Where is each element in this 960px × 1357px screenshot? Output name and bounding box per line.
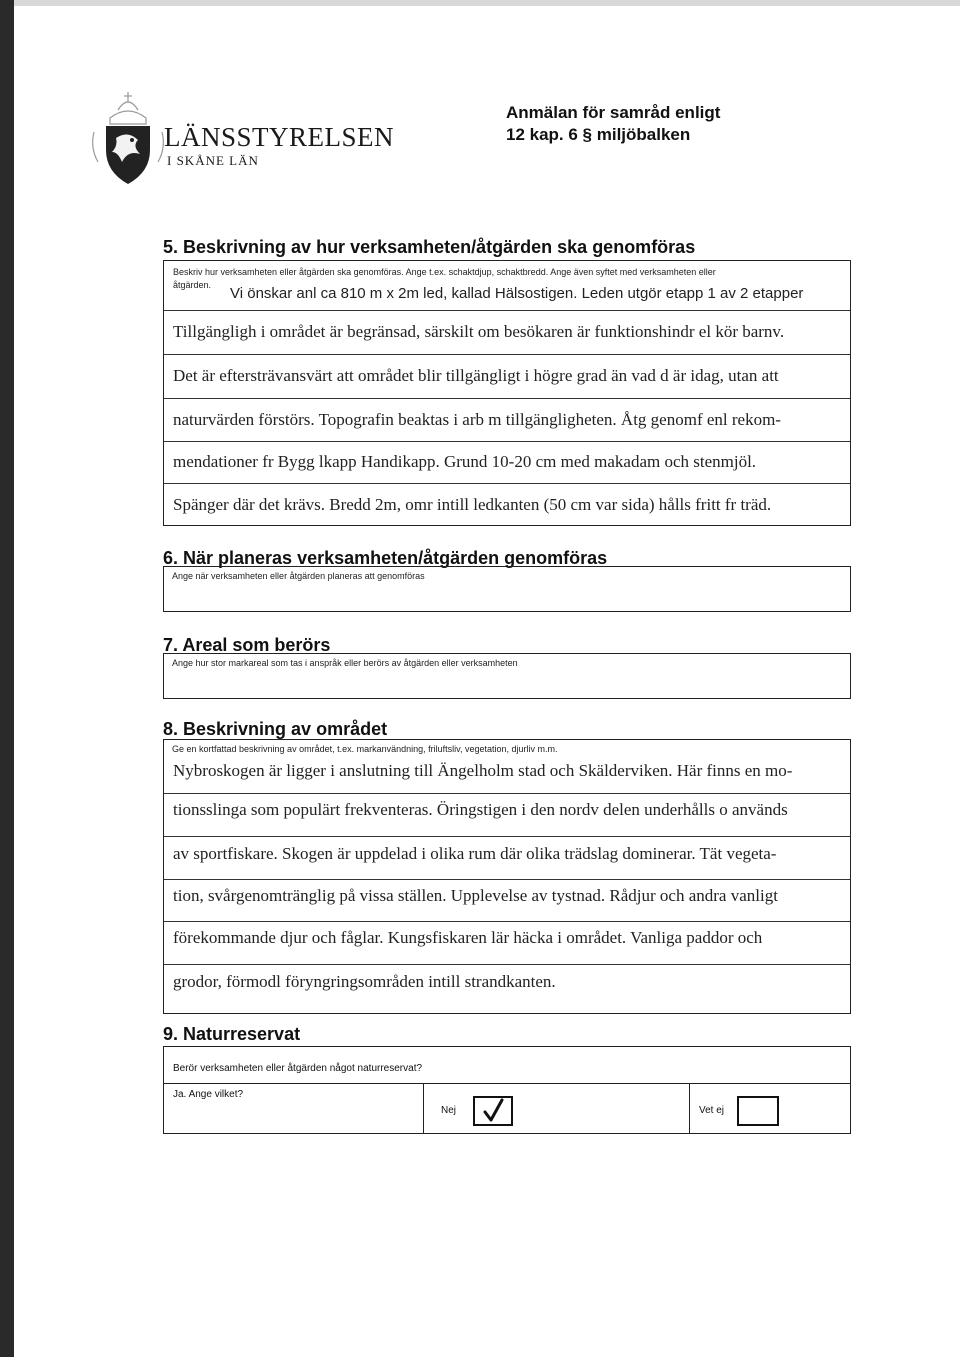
section-6-box (163, 566, 851, 612)
section-6-heading: 6. När planeras verksamheten/åtgärden genomföras (163, 548, 608, 568)
handwritten-line-4: mendationer fr Bygg lkapp Handikapp. Grund 10-20 cm med makadam och stenmjöl. (173, 452, 757, 471)
agency-county: I SKÅNE LÄN (167, 153, 259, 168)
checkmark-icon (475, 1098, 511, 1124)
section-5-box (163, 260, 851, 526)
handwritten-line-6: grodor, förmodl föryngringsområden intill strandkanten. (173, 972, 556, 991)
section-8-box (163, 739, 851, 1014)
handwritten-line-1: Tillgängligh i området är begränsad, särskilt om besökaren är funktionshindr el kör barnv. (173, 322, 785, 341)
section-5-typed-text: Vi önskar anl ca 810 m x 2m led, kallad Hälsostigen. Leden utgör etapp 1 av 2 etapper (230, 285, 804, 302)
writing-line (164, 310, 850, 311)
title-line-2: 12 kap. 6 § miljöbalken (506, 125, 691, 144)
document-title (506, 102, 720, 146)
option-unknown-label: Vet ej (699, 1105, 725, 1116)
section-9-options-box (163, 1084, 851, 1134)
section-5-heading: 5. Beskrivning av hur verksamheten/åtgärden ska genomföras (163, 237, 696, 257)
coat-of-arms-icon (88, 88, 168, 188)
section-7-hint: Ange hur stor markareal som tas i anspråk eller berörs av åtgärden eller verksamheten (172, 658, 518, 668)
option-no-label: Nej (441, 1105, 457, 1116)
section-7-heading: 7. Areal som berörs (163, 635, 331, 655)
writing-line (164, 483, 850, 484)
section-9-question-box (163, 1046, 851, 1084)
divider (423, 1084, 424, 1133)
handwritten-line-2: Det är eftersträvansvärt att området blir tillgängligt i högre grad än vad d är idag, utan att (173, 366, 779, 385)
title-line-1: Anmälan för samråd enligt (506, 103, 721, 122)
handwritten-line-3: av sportfiskare. Skogen är uppdelad i olika rum där olika trädslag dominerar. Tät vegeta- (173, 844, 777, 863)
handwritten-line-5: förekommande djur och fåglar. Kungsfiskaren lär häcka i området. Vanliga paddor och (173, 928, 763, 947)
writing-line (164, 441, 850, 442)
handwritten-line-5: Spänger där det krävs. Bredd 2m, omr intill ledkanten (50 cm var sida) hålls fritt fr träd. (173, 495, 772, 514)
divider (689, 1084, 690, 1133)
section-8-heading: 8. Beskrivning av området (163, 719, 388, 739)
scan-edge (0, 0, 14, 1357)
writing-line (164, 921, 850, 922)
writing-line (164, 964, 850, 965)
scan-top-edge (14, 0, 960, 6)
section-5-hint-line-1: Beskriv hur verksamheten eller åtgärden ska genomföras. Ange t.ex. schaktdjup, schaktbredd. Ange även syftet med verksamheten eller (173, 267, 716, 277)
handwritten-line-1: Nybroskogen är ligger i anslutning till Ängelholm stad och Skälderviken. Här finns en mo- (173, 761, 793, 780)
section-9-heading: 9. Naturreservat (163, 1024, 301, 1044)
section-9-question: Berör verksamheten eller åtgärden något naturreservat? (173, 1063, 423, 1074)
agency-name: LÄNSSTYRELSEN (164, 122, 395, 152)
section-7-box (163, 653, 851, 699)
writing-line (164, 836, 850, 837)
option-no-checkbox[interactable] (473, 1096, 513, 1126)
section-6-hint: Ange när verksamheten eller åtgärden planeras att genomföras (172, 571, 425, 581)
section-8-hint: Ge en kortfattad beskrivning av området, t.ex. markanvändning, friluftsliv, vegetation, djurliv m.m. (172, 744, 558, 754)
writing-line (164, 793, 850, 794)
handwritten-line-4: tion, svårgenomtränglig på vissa ställen. Upplevelse av tystnad. Rådjur och andra vanligt (173, 886, 778, 905)
writing-line (164, 879, 850, 880)
handwritten-line-3: naturvärden förstörs. Topografin beaktas i arb m tillgängligheten. Åtg genomf enl rekom- (173, 410, 781, 429)
option-yes-label: Ja. Ange vilket? (173, 1089, 244, 1100)
section-5-hint-line-2: åtgärden. (173, 280, 212, 290)
writing-line (164, 354, 850, 355)
option-unknown-checkbox[interactable] (737, 1096, 779, 1126)
writing-line (164, 398, 850, 399)
handwritten-line-2: tionsslinga som populärt frekventeras. Öringstigen i den nordv delen underhålls o används (173, 800, 788, 819)
